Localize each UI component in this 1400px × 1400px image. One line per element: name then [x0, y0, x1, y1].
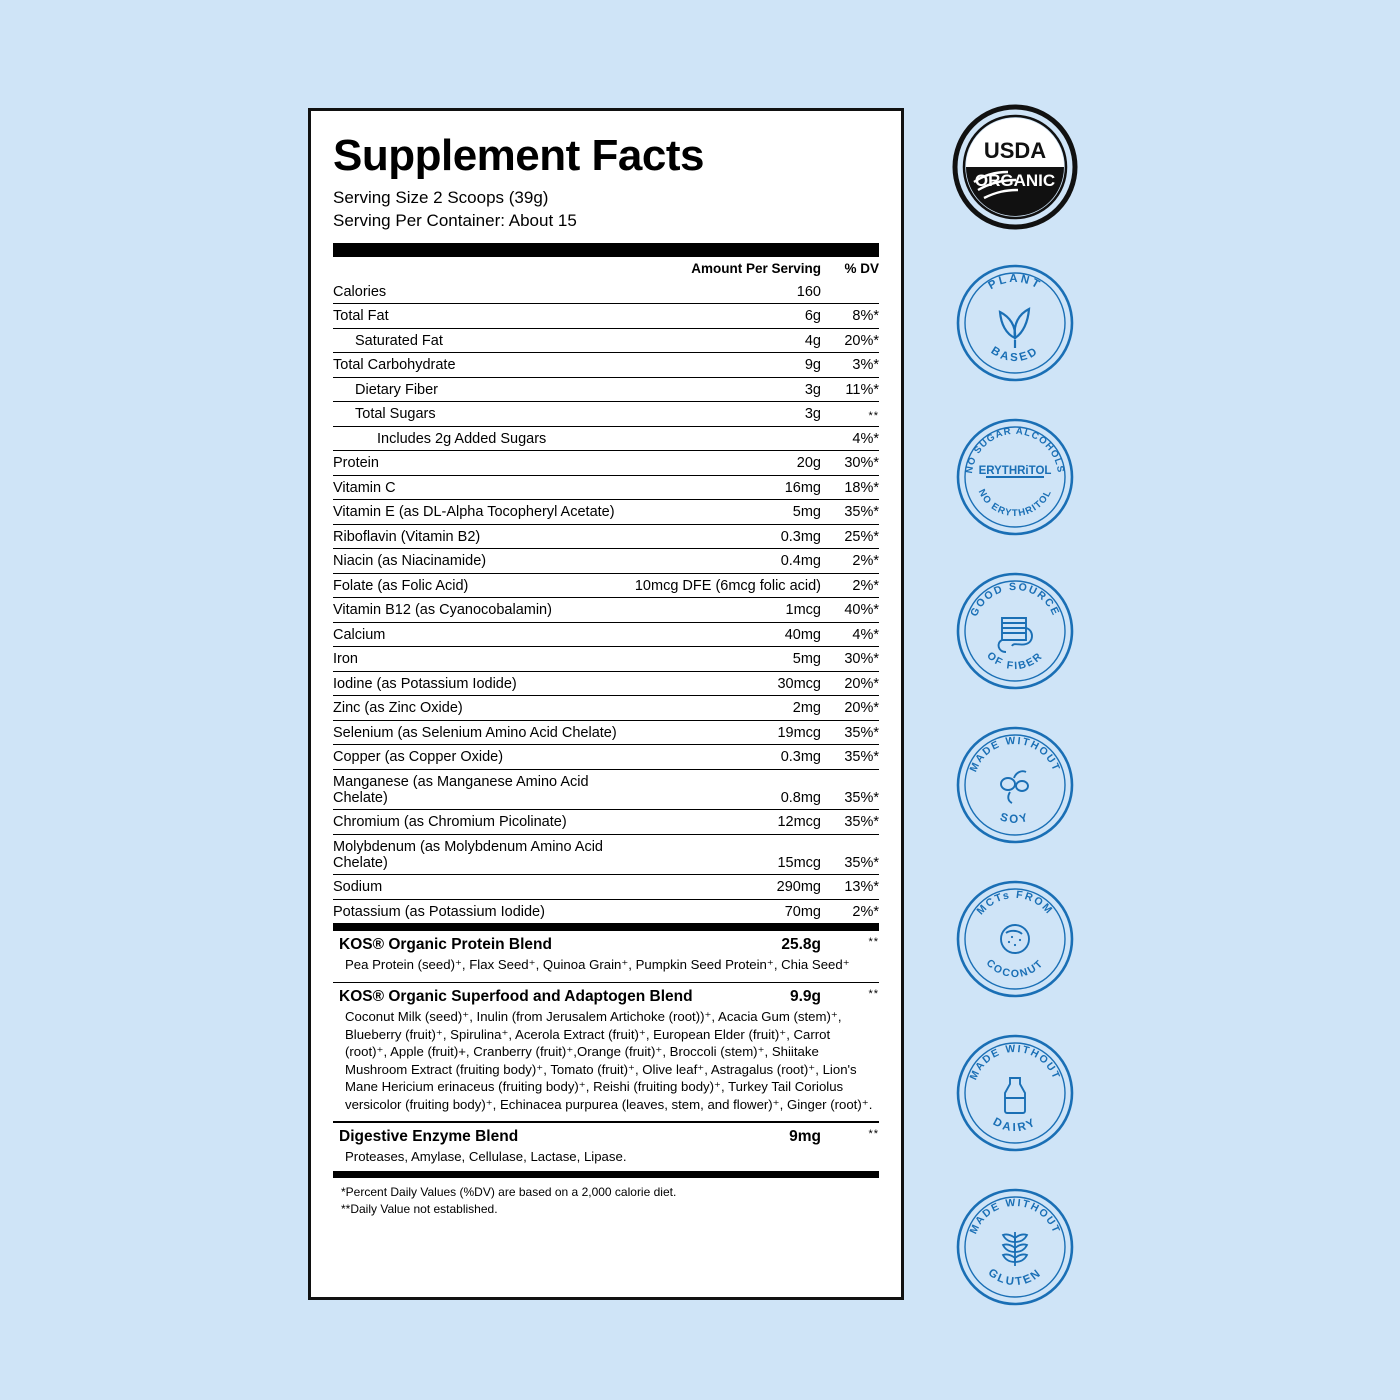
blend-dv: **: [868, 936, 879, 949]
nutrient-row: [333, 549, 879, 574]
nutrient-amount: 0.8mg: [635, 769, 821, 810]
nutrient-dv: 25%*: [821, 524, 879, 549]
nutrient-dv: 35%*: [821, 769, 879, 810]
nutrient-amount: 0.3mg: [635, 524, 821, 549]
nutrient-name: Total Fat: [333, 304, 635, 329]
nutrient-dv: 18%*: [821, 475, 879, 500]
nutrient-row: [333, 328, 879, 353]
svg-text:GLUTEN: [986, 1267, 1045, 1289]
nutrient-dv: 4%*: [821, 622, 879, 647]
footnote-daily-values: *Percent Daily Values (%DV) are based on a 2,000 calorie diet.: [341, 1185, 677, 1200]
gluten-bottom-text: GLUTEN: [985, 1266, 1045, 1289]
made-without-gluten-badge: [952, 1184, 1078, 1310]
blend-container: [333, 931, 879, 1171]
svg-text:OF FIBER: [984, 650, 1045, 672]
footnotes: [333, 1178, 879, 1218]
nutrient-amount: 4g: [635, 328, 821, 353]
blend-amount: 9mg: [789, 1127, 821, 1145]
nutrient-amount: 16mg: [635, 475, 821, 500]
soy-top-text: MADE WITHOUT: [968, 735, 1062, 774]
nutrient-name: Iodine (as Potassium Iodide): [333, 671, 635, 696]
blend-name: KOS® Organic Superfood and Adaptogen Blend: [339, 988, 693, 1005]
nutrient-amount: 5mg: [635, 647, 821, 672]
nutrient-amount: [635, 426, 821, 451]
nutrient-name: Zinc (as Zinc Oxide): [333, 696, 635, 721]
nutrient-row: [333, 810, 879, 835]
nutrient-dv: **: [821, 402, 879, 427]
nutrient-amount: 6g: [635, 304, 821, 329]
nutrient-dv: 35%*: [821, 720, 879, 745]
svg-text:SOY: [998, 811, 1031, 826]
nutrient-amount: 3g: [635, 402, 821, 427]
blend-amount: 9.9g: [789, 988, 821, 1005]
made-without-gluten-icon: [952, 1184, 1078, 1310]
blend-ingredients: Pea Protein (seed)⁺, Flax Seed⁺, Quinoa Grain⁺, Pumpkin Seed Protein⁺, Chia Seed⁺: [345, 957, 850, 973]
no-erythritol-badge: [952, 414, 1078, 540]
nutrient-name: Selenium (as Selenium Amino Acid Chelate): [333, 720, 635, 745]
nutrient-row: [333, 451, 879, 476]
fiber-top-text: GOOD SOURCE: [968, 580, 1062, 619]
nutrient-name: Calories: [333, 280, 635, 304]
servings-per-container: Serving Per Container: About 15: [333, 211, 577, 231]
nutrient-dv: 20%*: [821, 328, 879, 353]
svg-text:NO ERYTHRITOL: [976, 488, 1054, 520]
nutrient-dv: 8%*: [821, 304, 879, 329]
nutrient-amount: 3g: [635, 377, 821, 402]
nutrient-row: [333, 899, 879, 924]
plant-based-badge: [952, 260, 1078, 386]
nutrient-name: Potassium (as Potassium Iodide): [333, 899, 635, 924]
divider-before-footnotes: [333, 1171, 879, 1178]
nutrient-amount: 0.4mg: [635, 549, 821, 574]
blend-name: Digestive Enzyme Blend: [339, 1127, 519, 1145]
nutrient-name: Chromium (as Chromium Picolinate): [333, 810, 635, 835]
nutrient-dv: 35%*: [821, 810, 879, 835]
nutrition-table: [333, 257, 879, 924]
made-without-soy-badge: [952, 722, 1078, 848]
nutrient-row: [333, 475, 879, 500]
nutrient-dv: 11%*: [821, 377, 879, 402]
svg-text:GOOD SOURCE: [968, 581, 1062, 619]
blend-dv: **: [868, 988, 879, 1000]
nutrient-name: Manganese (as Manganese Amino Acid Chelate): [333, 769, 635, 810]
nutrient-name: Vitamin C: [333, 475, 635, 500]
nutrient-amount: 15mcg: [635, 834, 821, 875]
svg-text:MADE WITHOUT: [968, 1198, 1061, 1236]
nutrient-amount: 0.3mg: [635, 745, 821, 770]
nutrient-dv: 35%*: [821, 500, 879, 525]
no-erythritol-icon: [952, 414, 1078, 540]
svg-text:MADE WITHOUT: [968, 1044, 1061, 1082]
mcts-from-coconut-badge: [952, 876, 1078, 1002]
nutrient-row: [333, 500, 879, 525]
usda-line1-text: USDA: [983, 138, 1047, 163]
nutrient-row: [333, 598, 879, 623]
made-without-dairy-badge: [952, 1030, 1078, 1156]
nutrient-dv: 20%*: [821, 671, 879, 696]
gluten-top-text: MADE WITHOUT: [968, 1197, 1062, 1236]
supplement-facts-panel: [308, 108, 904, 1300]
nutrient-amount: 1mcg: [635, 598, 821, 623]
nutrient-name: Copper (as Copper Oxide): [333, 745, 635, 770]
usda-line2-text: ORGANIC: [974, 171, 1056, 190]
fiber-bottom-text: OF FIBER: [984, 649, 1046, 673]
nutrient-name: Total Carbohydrate: [333, 353, 635, 378]
mcts-from-coconut-icon: [952, 876, 1078, 1002]
nutrient-name: Iron: [333, 647, 635, 672]
blend-amount: 25.8g: [781, 936, 821, 954]
nutrient-name: Vitamin E (as DL-Alpha Tocopheryl Acetate): [333, 500, 635, 525]
made-without-soy-icon: [952, 722, 1078, 848]
nutrient-amount: 9g: [635, 353, 821, 378]
blend-ingredients: Coconut Milk (seed)⁺, Inulin (from Jerusalem Artichoke (root))⁺, Acacia Gum (stem)⁺, Blueberry (fruit)⁺, Spirulina⁺, Acerola Extract (fruit)⁺, European Elder (fruit)⁺, Carrot (root)⁺, Apple (fruit)+, Cranberry (fruit)⁺,Orange (fruit)⁺, Broccoli (stem)⁺, Shiitake Mushroom Extract (fruiting body)⁺, Tomato (fruit)⁺, Olive leaf⁺, Astragalus (root)⁺, Lion's Mane Hericium erinaceus (fruiting body)⁺, Reishi (fruiting body)⁺, Turkey Tail Coriolus versicolor (fruiting body)⁺, Echinacea purpurea (leaves, stem, and flower)⁺, Ginger (root)⁺.: [345, 1009, 873, 1112]
nutrient-row: [333, 377, 879, 402]
nutrient-dv: 13%*: [821, 875, 879, 900]
nutrient-row: [333, 834, 879, 875]
nutrient-row: [333, 696, 879, 721]
nutrient-row: [333, 875, 879, 900]
usda-organic-icon: [952, 104, 1078, 230]
nutrient-amount: 19mcg: [635, 720, 821, 745]
nutrient-dv: 40%*: [821, 598, 879, 623]
nutrient-row: [333, 402, 879, 427]
nutrient-row: [333, 304, 879, 329]
page-title: Supplement Facts: [333, 131, 704, 180]
header-spacer: [333, 257, 635, 280]
nutrient-name: Molybdenum (as Molybdenum Amino Acid Chelate): [333, 834, 635, 875]
divider-thick-top: [333, 243, 879, 257]
nutrient-name: Includes 2g Added Sugars: [333, 426, 635, 451]
header-amount-per-serving: Amount Per Serving: [691, 261, 821, 277]
nutrient-row: [333, 524, 879, 549]
nutrient-name: Protein: [333, 451, 635, 476]
nutrient-amount: 290mg: [635, 875, 821, 900]
nutrient-row: [333, 671, 879, 696]
nutrient-row: [333, 622, 879, 647]
serving-size: Serving Size 2 Scoops (39g): [333, 188, 549, 208]
nutrient-row: [333, 280, 879, 304]
plant-based-icon: [952, 260, 1078, 386]
nutrient-name: Total Sugars: [333, 402, 635, 427]
nutrient-name: Niacin (as Niacinamide): [333, 549, 635, 574]
blend-block: [333, 931, 879, 980]
plant-based-top-text: PLANT: [986, 272, 1044, 293]
svg-text:MADE WITHOUT: [968, 736, 1061, 774]
svg-text:DAIRY: [991, 1116, 1039, 1134]
footnote-dv-not-established: **Daily Value not established.: [341, 1202, 498, 1217]
blend-name: KOS® Organic Protein Blend: [339, 936, 552, 954]
blend-block: [333, 1123, 879, 1172]
blend-block: [333, 983, 879, 1119]
nutrient-dv: [821, 280, 879, 304]
nutrient-amount: 10mcg DFE (6mcg folic acid): [635, 573, 821, 598]
nutrient-amount: 12mcg: [635, 810, 821, 835]
nutrient-name: Dietary Fiber: [333, 377, 635, 402]
badge-column: [940, 104, 1090, 1338]
nutrient-dv: 4%*: [821, 426, 879, 451]
nutrient-dv: 3%*: [821, 353, 879, 378]
coconut-bottom-text: COCONUT: [983, 957, 1047, 981]
plant-based-bottom-text: BASED: [988, 344, 1042, 365]
good-source-of-fiber-badge: [952, 568, 1078, 694]
nutrient-dv: 35%*: [821, 834, 879, 875]
dairy-bottom-text: DAIRY: [990, 1115, 1040, 1135]
nutrient-amount: 160: [635, 280, 821, 304]
nutrient-amount: 40mg: [635, 622, 821, 647]
nutrient-row: [333, 353, 879, 378]
blend-dv: **: [868, 1127, 879, 1140]
no-erythritol-center-text: ERYTHRiTOL: [978, 465, 1052, 477]
made-without-dairy-icon: [952, 1030, 1078, 1156]
nutrient-dv: 20%*: [821, 696, 879, 721]
nutrient-row: [333, 426, 879, 451]
nutrient-row: [333, 647, 879, 672]
divider-before-blends: [333, 924, 879, 931]
svg-text:MCTs FROM: [975, 889, 1056, 917]
svg-text:COCONUT: [984, 957, 1047, 980]
soy-bottom-text: SOY: [998, 811, 1032, 826]
dairy-top-text: MADE WITHOUT: [968, 1043, 1062, 1082]
nutrient-name: Saturated Fat: [333, 328, 635, 353]
nutrient-name: Riboflavin (Vitamin B2): [333, 524, 635, 549]
nutrient-name: Sodium: [333, 875, 635, 900]
usda-organic-badge: [952, 104, 1078, 230]
good-source-of-fiber-icon: [952, 568, 1078, 694]
nutrient-dv: 35%*: [821, 745, 879, 770]
nutrient-dv: 30%*: [821, 647, 879, 672]
header-percent-dv: % DV: [844, 261, 879, 277]
nutrient-dv: 30%*: [821, 451, 879, 476]
svg-text:PLANT: [986, 273, 1043, 292]
nutrient-row: [333, 720, 879, 745]
no-erythritol-bottom-text: NO ERYTHRITOL: [975, 487, 1055, 520]
nutrient-amount: 30mcg: [635, 671, 821, 696]
nutrient-amount: 2mg: [635, 696, 821, 721]
nutrient-amount: 70mg: [635, 899, 821, 924]
table-header-row: [333, 257, 879, 280]
nutrient-name: Vitamin B12 (as Cyanocobalamin): [333, 598, 635, 623]
nutrient-dv: 2%*: [821, 573, 879, 598]
nutrient-dv: 2%*: [821, 549, 879, 574]
nutrient-amount: 20g: [635, 451, 821, 476]
nutrient-name: Calcium: [333, 622, 635, 647]
nutrient-row: [333, 573, 879, 598]
no-erythritol-top-text: NO SUGAR ALCOHOLS: [964, 425, 1066, 475]
blend-ingredients: Proteases, Amylase, Cellulase, Lactase, Lipase.: [345, 1148, 627, 1164]
nutrient-row: [333, 769, 879, 810]
nutrient-dv: 2%*: [821, 899, 879, 924]
nutrient-amount: 5mg: [635, 500, 821, 525]
nutrient-name: Folate (as Folic Acid): [333, 573, 635, 598]
coconut-top-text: MCTs FROM: [974, 888, 1056, 918]
nutrient-row: [333, 745, 879, 770]
